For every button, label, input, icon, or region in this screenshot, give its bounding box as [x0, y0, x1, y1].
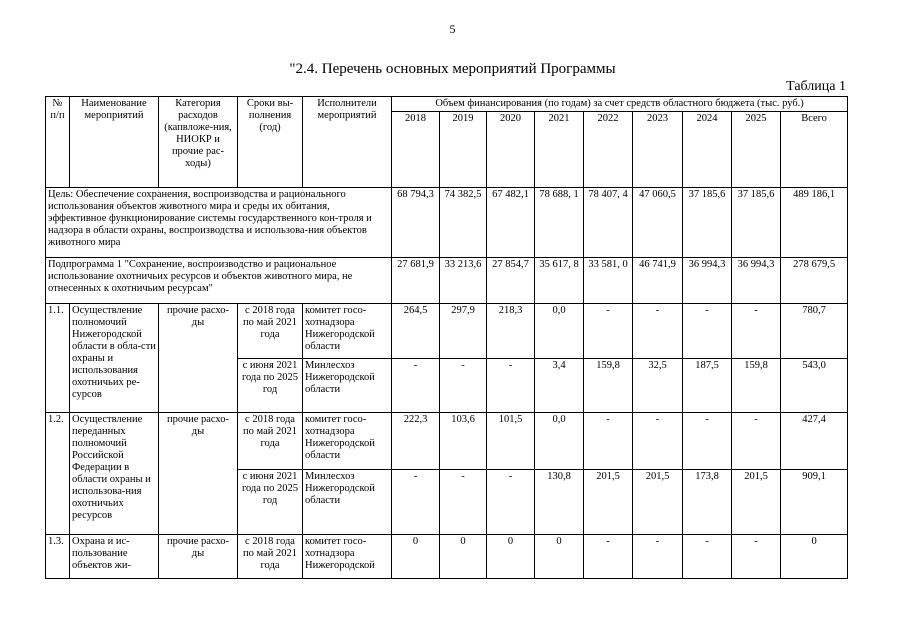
header-period: Сроки вы-полнения (год)	[238, 97, 303, 188]
item-value: -	[732, 413, 781, 470]
section-title: "2.4. Перечень основных мероприятий Программы	[289, 61, 616, 77]
item-category: прочие расхо-ды	[159, 304, 238, 413]
item-total: 780,7	[781, 304, 848, 359]
item-value: 103,6	[440, 413, 487, 470]
goal-value: 78 688, 1	[535, 188, 584, 258]
item-value: 0,0	[535, 304, 584, 359]
subprogram-value: 46 741,9	[633, 258, 683, 304]
table-label: Таблица 1	[786, 79, 846, 94]
item-period: с июня 2021 года по 2025 год	[238, 359, 303, 413]
subprogram-value: 27 854,7	[487, 258, 535, 304]
item-value: 0,0	[535, 413, 584, 470]
header-row	[46, 97, 848, 112]
table-row	[46, 413, 848, 470]
item-value: -	[732, 535, 781, 579]
header-year: 2023	[633, 112, 683, 188]
item-value: -	[633, 413, 683, 470]
item-name: Осуществление полномочий Нижегородской области в обла-сти охраны и использования охотничьих ре-сурсов	[70, 304, 159, 413]
goal-value: 78 407, 4	[584, 188, 633, 258]
item-value: 0	[535, 535, 584, 579]
item-num: 1.2.	[46, 413, 70, 535]
item-value: -	[683, 535, 732, 579]
item-value: -	[392, 359, 440, 413]
item-value: 3,4	[535, 359, 584, 413]
item-value: 297,9	[440, 304, 487, 359]
item-value: 159,8	[584, 359, 633, 413]
subprogram-value: 33 213,6	[440, 258, 487, 304]
item-total: 543,0	[781, 359, 848, 413]
subprogram-value: 36 994,3	[683, 258, 732, 304]
item-period: с 2018 года по май 2021 года	[238, 413, 303, 470]
item-value: 187,5	[683, 359, 732, 413]
item-value: 32,5	[633, 359, 683, 413]
item-value: 130,8	[535, 470, 584, 535]
subprogram-text: Подпрограмма 1 "Сохранение, воспроизводство и рациональное использование охотничьих ресурсов и объектов животного мира, не отнесенных к охотничьим ресурсам"	[46, 258, 392, 304]
item-value: 173,8	[683, 470, 732, 535]
subprogram-value: 27 681,9	[392, 258, 440, 304]
item-value: -	[487, 359, 535, 413]
goal-value: 74 382,5	[440, 188, 487, 258]
item-executor: комитет госо-хотнадзора Нижегородской области	[303, 413, 392, 470]
goal-text: Цель: Обеспечение сохранения, воспроизводства и рационального использования объектов животного мира и среды их обитания, эффективное функционирование системы государственного кон-троля и надзора в области охраны, воспроизводства и использова-ния объектов животного мира	[46, 188, 392, 258]
item-value: -	[584, 413, 633, 470]
header-year: 2021	[535, 112, 584, 188]
item-total: 909,1	[781, 470, 848, 535]
header-name: Наименование мероприятий	[70, 97, 159, 188]
goal-value: 67 482,1	[487, 188, 535, 258]
item-value: -	[440, 470, 487, 535]
goal-value: 37 185,6	[732, 188, 781, 258]
item-num: 1.1.	[46, 304, 70, 413]
goal-value: 37 185,6	[683, 188, 732, 258]
page-number: 5	[449, 22, 456, 36]
item-value: 264,5	[392, 304, 440, 359]
table-row	[46, 304, 848, 359]
item-value: -	[633, 535, 683, 579]
item-value: 0	[487, 535, 535, 579]
item-total: 427,4	[781, 413, 848, 470]
item-period: с 2018 года по май 2021 года	[238, 304, 303, 359]
header-funding: Объем финансирования (по годам) за счет средств областного бюджета (тыс. руб.)	[392, 97, 848, 112]
item-category: прочие расхо-ды	[159, 413, 238, 535]
header-total: Всего	[781, 112, 848, 188]
item-period: с 2018 года по май 2021 года	[238, 535, 303, 579]
subprogram-value: 36 994,3	[732, 258, 781, 304]
goal-row	[46, 188, 848, 258]
subprogram-row	[46, 258, 848, 304]
item-value: -	[732, 304, 781, 359]
item-value: 0	[440, 535, 487, 579]
item-category: прочие расхо-ды	[159, 535, 238, 579]
goal-value: 47 060,5	[633, 188, 683, 258]
item-value: 218,3	[487, 304, 535, 359]
item-value: -	[584, 535, 633, 579]
item-value: -	[584, 304, 633, 359]
header-year: 2022	[584, 112, 633, 188]
header-year: 2020	[487, 112, 535, 188]
item-value: 201,5	[633, 470, 683, 535]
item-name: Охрана и ис-пользование объектов жи-	[70, 535, 159, 579]
item-value: -	[487, 470, 535, 535]
item-value: 159,8	[732, 359, 781, 413]
item-num: 1.3.	[46, 535, 70, 579]
item-executor: комитет госо-хотнадзора Нижегородской области	[303, 304, 392, 359]
item-value: -	[683, 413, 732, 470]
header-num: № п/п	[46, 97, 70, 188]
goal-value: 68 794,3	[392, 188, 440, 258]
item-executor: комитет госо-хотнадзора Нижегородской	[303, 535, 392, 579]
subprogram-value: 35 617, 8	[535, 258, 584, 304]
item-period: с июня 2021 года по 2025 год	[238, 470, 303, 535]
header-year: 2024	[683, 112, 732, 188]
item-executor: Минлесхоз Нижегородской области	[303, 470, 392, 535]
item-total: 0	[781, 535, 848, 579]
item-value: 222,3	[392, 413, 440, 470]
item-value: -	[633, 304, 683, 359]
header-year: 2018	[392, 112, 440, 188]
item-executor: Минлесхоз Нижегородской области	[303, 359, 392, 413]
header-category: Категория расходов (капвложе-ния, НИОКР и прочие рас-ходы)	[159, 97, 238, 188]
header-executor: Исполнители мероприятий	[303, 97, 392, 188]
item-name: Осуществление переданных полномочий Российской Федерации в области охраны и использова-ния охотничьих ресурсов	[70, 413, 159, 535]
table-row	[46, 535, 848, 579]
item-value: 0	[392, 535, 440, 579]
item-value: -	[392, 470, 440, 535]
goal-total: 489 186,1	[781, 188, 848, 258]
item-value: -	[683, 304, 732, 359]
header-year: 2019	[440, 112, 487, 188]
measures-table	[45, 96, 848, 579]
item-value: 201,5	[732, 470, 781, 535]
subprogram-total: 278 679,5	[781, 258, 848, 304]
item-value: 101,5	[487, 413, 535, 470]
item-value: 201,5	[584, 470, 633, 535]
header-year: 2025	[732, 112, 781, 188]
subprogram-value: 33 581, 0	[584, 258, 633, 304]
item-value: -	[440, 359, 487, 413]
